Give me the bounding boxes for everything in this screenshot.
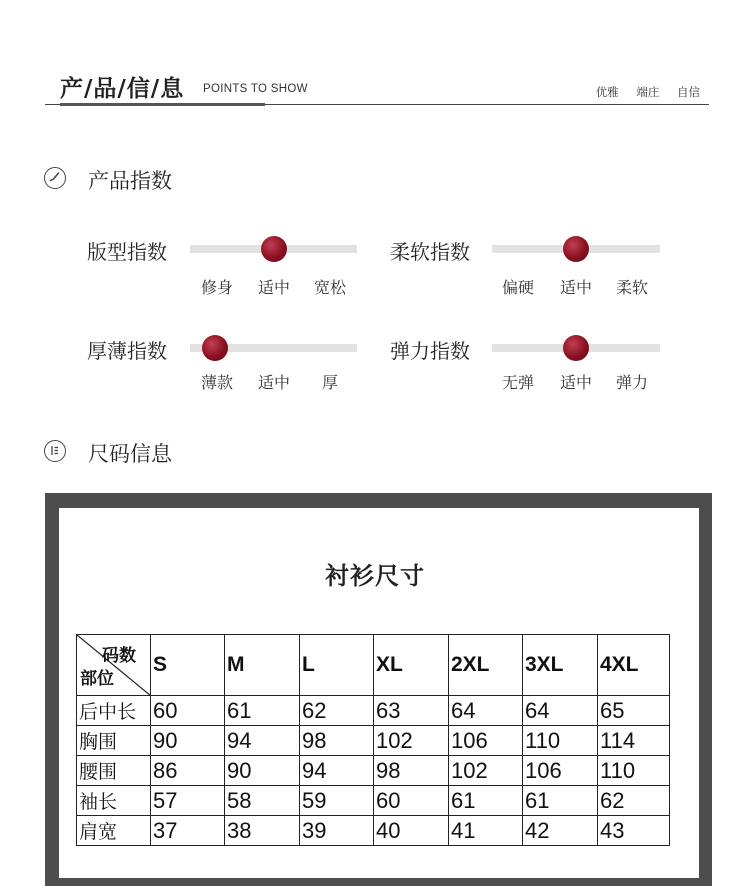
table-corner-cell <box>77 635 151 696</box>
list-circle-icon <box>44 440 66 462</box>
table-cell: 60 <box>151 696 225 726</box>
table-row <box>77 726 670 756</box>
index-tick: 偏硬 <box>502 278 535 297</box>
index-tick: 宽松 <box>314 278 347 297</box>
index-tick: 修身 <box>201 278 234 297</box>
table-cell: 41 <box>449 816 523 846</box>
index-tick: 弹力 <box>616 373 649 392</box>
size-header-cell: 2XL <box>449 635 523 696</box>
table-cell: 106 <box>523 756 598 786</box>
index-tick: 厚 <box>322 373 339 392</box>
table-cell: 114 <box>598 726 670 756</box>
index-knob <box>563 236 589 262</box>
table-cell: 98 <box>300 726 374 756</box>
index-tick: 适中 <box>258 278 291 297</box>
table-cell: 62 <box>300 696 374 726</box>
index-knob <box>563 335 589 361</box>
table-cell: 94 <box>300 756 374 786</box>
size-header-cell: 3XL <box>523 635 598 696</box>
table-cell: 59 <box>300 786 374 816</box>
row-label: 胸围 <box>77 726 151 756</box>
product-index-heading: 产品指数 <box>88 169 172 193</box>
table-cell: 58 <box>225 786 300 816</box>
size-chart-title: 衬衫尺寸 <box>325 562 425 590</box>
index-label: 厚薄指数 <box>87 339 167 363</box>
row-label: 袖长 <box>77 786 151 816</box>
table-cell: 57 <box>151 786 225 816</box>
table-cell: 63 <box>374 696 449 726</box>
header-tag: 端庄 <box>636 85 660 99</box>
table-cell: 65 <box>598 696 670 726</box>
table-cell: 98 <box>374 756 449 786</box>
table-cell: 38 <box>225 816 300 846</box>
index-tick: 适中 <box>258 373 291 392</box>
table-cell: 90 <box>151 726 225 756</box>
index-tick: 适中 <box>560 373 593 392</box>
table-row <box>77 756 670 786</box>
table-cell: 94 <box>225 726 300 756</box>
index-tick: 薄款 <box>201 373 234 392</box>
table-cell: 64 <box>523 696 598 726</box>
table-cell: 42 <box>523 816 598 846</box>
size-header-cell: 4XL <box>598 635 670 696</box>
index-knob <box>261 236 287 262</box>
header-tag: 自信 <box>677 85 700 99</box>
table-cell: 110 <box>598 756 670 786</box>
check-circle-icon <box>44 167 66 189</box>
size-header-cell: XL <box>374 635 449 696</box>
index-tick: 适中 <box>560 278 593 297</box>
size-table <box>76 634 670 846</box>
row-label: 腰围 <box>77 756 151 786</box>
table-cell: 106 <box>449 726 523 756</box>
table-cell: 62 <box>598 786 670 816</box>
header-underline <box>60 103 265 106</box>
table-row <box>77 816 670 846</box>
table-cell: 86 <box>151 756 225 786</box>
table-cell: 61 <box>449 786 523 816</box>
row-label: 肩宽 <box>77 816 151 846</box>
row-label: 后中长 <box>77 696 151 726</box>
index-label: 版型指数 <box>87 240 167 264</box>
size-header-cell: M <box>225 635 300 696</box>
page-subtitle: POINTS TO SHOW <box>203 83 308 95</box>
header-tag: 优雅 <box>595 85 619 99</box>
size-header-cell: S <box>151 635 225 696</box>
table-cell: 43 <box>598 816 670 846</box>
size-info-heading: 尺码信息 <box>88 442 172 466</box>
corner-label-size: 码数 <box>102 646 136 666</box>
table-cell: 40 <box>374 816 449 846</box>
table-row <box>77 786 670 816</box>
index-label: 柔软指数 <box>390 240 470 264</box>
corner-label-part: 部位 <box>80 669 114 689</box>
table-cell: 61 <box>523 786 598 816</box>
header-tags <box>582 84 700 100</box>
table-cell: 102 <box>449 756 523 786</box>
index-tick: 柔软 <box>616 278 649 297</box>
table-cell: 110 <box>523 726 598 756</box>
table-cell: 64 <box>449 696 523 726</box>
table-cell: 102 <box>374 726 449 756</box>
index-tick: 无弹 <box>502 373 535 392</box>
table-row <box>77 696 670 726</box>
table-cell: 60 <box>374 786 449 816</box>
index-knob <box>202 335 228 361</box>
page-title: 产/品/信/息 <box>60 76 185 102</box>
size-header-cell: L <box>300 635 374 696</box>
index-label: 弹力指数 <box>390 339 470 363</box>
table-cell: 39 <box>300 816 374 846</box>
table-cell: 37 <box>151 816 225 846</box>
table-cell: 90 <box>225 756 300 786</box>
table-cell: 61 <box>225 696 300 726</box>
table-header-row <box>77 635 670 696</box>
